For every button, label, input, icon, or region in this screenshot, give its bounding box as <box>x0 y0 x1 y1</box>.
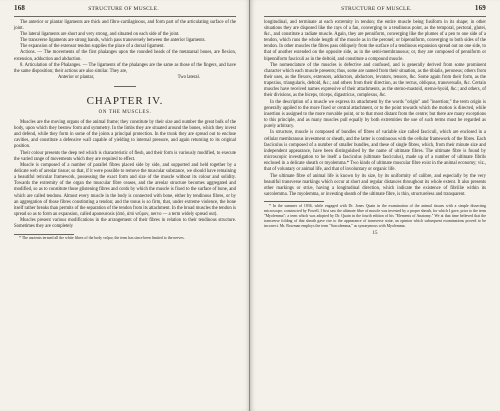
right-page-header <box>264 4 486 14</box>
paragraph: In the description of a muscle we express its attachment by the words "origin" and "insertion;" the term origin is generally applied to the more fixed or central attachment, or to the point towards which the motion is directed, while insertion is assigned to the more movable point, or to that most distant from the centre; but there are many exceptions to this principle, and as many muscles pull equally by both extremities the use of such terms must be regarded as purely arbitrary. <box>264 99 486 130</box>
footnote-rule <box>264 201 324 202</box>
paragraph: Actions. — The movements of the first phalanges upon the rounded heads of the metatarsal bones, are flexion, extension, adduction and abduction. <box>14 50 236 62</box>
chapter-subtitle: ON THE MUSCLES. <box>98 109 152 115</box>
right-page <box>250 0 500 411</box>
header-rule <box>264 16 486 17</box>
paragraph: 8. Articulation of the Phalanges. — The ligaments of the phalanges are the same as those of the fingers, and have the same disposition; their actions are also similar. They are, <box>14 62 236 74</box>
section-rule <box>114 86 136 87</box>
paragraph: The transverse ligaments are strong bands, which pass transversely between the anterior ligaments. <box>20 38 206 44</box>
running-head: STRUCTURE OF MUSCLE. <box>88 6 159 12</box>
page-number: 168 <box>14 4 26 12</box>
paragraph: The lateral ligaments are short and very strong, and situated on each side of the joint. <box>20 31 180 37</box>
ligament-list <box>14 75 236 81</box>
paragraph: Muscle is composed of a number of parallel fibres placed side by side, and supported and held together by a delicate web of areolar tissue; so that, if it were possible to remove the muscular substance, we should have remaining a beautiful reticular framework, possessing the exact form and size of the muscle without its colour and solidity. Towards the extremity of the organ the muscular fibre ceases, and the areolar structure becomes aggregated and modified, so as to constitute those glistening fibres and cords by which the muscle is fixed to the surface of bone, and which are called tendons. Almost every muscle in the body is connected with bone, either by tendinous fibres, or by an aggregation of those fibres constituting a tendon; and the tonus is so firm, that, under extreme violence, the bone itself rather breaks than permits of the separation of the tendon from its attachment. In the broad muscles the tendon is spread so as to form an expansion, called aponeurosis (ἀπό, ἀπό νεῦρον, nervo — a term widely spread out). <box>14 162 236 218</box>
header-rule <box>14 16 236 17</box>
left-page-header <box>14 4 236 14</box>
paragraph: Muscles are the moving organs of the animal frame; they constitute by their size and number the great bulk of the body, upon which they bestow form and symmetry. In the limbs they are situated around the bones, which they invest and defend, while they form in some of the joints a principal protection. In the trunk they are spread out to enclose cavities, and constitute a defensive wall capable of yielding to internal pressure, and again returning to its original position. <box>14 119 236 150</box>
footnote: * In the summer of 1836, while engaged with Dr. Jones Quain in the examination of the animal tissues with a simple dissecting microscope, constructed by Powell, I first saw the ultimate fibre of muscle was invested by a proper sheath, for which I gave, prior to the term "Myolemma"; a term which was adopted by Dr. Quain in the fourth edition of his "Elements of Anatomy." We at that time believed that the transverse folding of that sheath gave rise to the appearance of transverse striæ, an opinion which subsequent examinations proved to be incorrect. Mr. Bowman employs the term "Sarcolemma," as synonymous with Myolemma. <box>264 203 486 228</box>
running-head: STRUCTURE OF MUSCLE. <box>341 6 412 12</box>
page-number: 169 <box>474 4 486 12</box>
paragraph: The ultimate fibre of animal life is known by its size, by its uniformity of calibre, and especially by the very beautiful transverse markings which occur at short and regular distances throughout its whole extent. It also presents other markings or striæ, having a longitudinal direction, which indicate the existence of fibrillæ within its sarcolemma. The myolemma, or investing sheath of the ultimate fibre, is thin, structureless and transparent. <box>264 173 486 197</box>
paragraph: Their colour presents the deep red which is characteristic of flesh, and their form is variously modified, to execute the varied range of movements which they are required to effect. <box>14 150 236 162</box>
footnote-rule <box>14 234 74 235</box>
footnote: * The ancients termed all the white fibres of the body νεῦρα; the term has since been limited to the nerves. <box>19 236 185 241</box>
paragraph: longitudinal, and terminate at each extremity in tendon; the entire muscle being fusiform in its shape; in other situations they are disposed like the rays of a fan, converging to a tendinous point, as the temporal, pectoral, glutei, &c., and constitute a radiate muscle. Again, they are penniform, converging like the plumes of a pen to one side of a tendon, which runs the whole length of the muscle as in the peronei; or bipenniform, converging to both sides of the tendon. In other muscles the fibres pass obliquely from the surface of a tendinous expansion spread out on one side, to that of another extended on the opposite side, as in the semi-membranosus; or, they are composed of penniform or bipenniform fasciculi as in the deltoid, and constitute a compound muscle. <box>264 19 486 62</box>
paragraph: In structure, muscle is composed of bundles of fibres of variable size called fasciculi, which are enclosed in a cellular membranous investment or sheath, and the latter is continuous with the cellular framework of the fibres. Each fasciculus is composed of a number of smaller bundles, and these of single fibres, which, from their minute size and independent appearance, have been distinguished by the name of ultimate fibres. The ultimate fibre is found by microscopic investigation to be itself a fasciculus (ultimate fasciculus), made up of a number of ultimate fibrils enclosed in a delicate sheath or myolemma.* Two kinds of ultimate muscular fibre exist in the animal economy; viz., that of voluntary or animal life, and that of involuntary or organic life. <box>264 130 486 173</box>
ligament-label: Anterior or plantar, <box>58 75 95 80</box>
paragraph: The anterior or plantar ligaments are thick and fibro-cartilaginous, and form part of the articulating surface of the joint. <box>14 19 236 31</box>
ligament-label: Two lateral. <box>177 75 200 80</box>
paragraph: Muscles present various modifications in the arrangement of their fibres in relation to their tendinous structure. Sometimes they are completely <box>14 218 236 230</box>
signature-mark: 15 <box>372 230 378 236</box>
chapter-title: CHAPTER IV. <box>86 94 164 107</box>
paragraph: The nomenclature of the muscles is defective and confused, and is generally derived from some prominent character which each muscle presents; thus, some are named from their situation, as the tibialis, peroneus; others from their uses, as the flexors, extensors, adductors, abductors, levators, tensors, &c. Some again from their form, as the trapezius, triangularis, deltoid, &c.; and others from their direction, as the rectus, obliquus, transversalis, &c. Certain muscles have received names expressive of their attachments, as the sterno-mastoid, sterno-hyoid, &c.; and others, of their divisions, as the biceps, triceps, digastricus, complexus, &c. <box>264 62 486 99</box>
paragraph: The expansion of the extensor tendon supplies the place of a dorsal ligament. <box>20 44 165 50</box>
